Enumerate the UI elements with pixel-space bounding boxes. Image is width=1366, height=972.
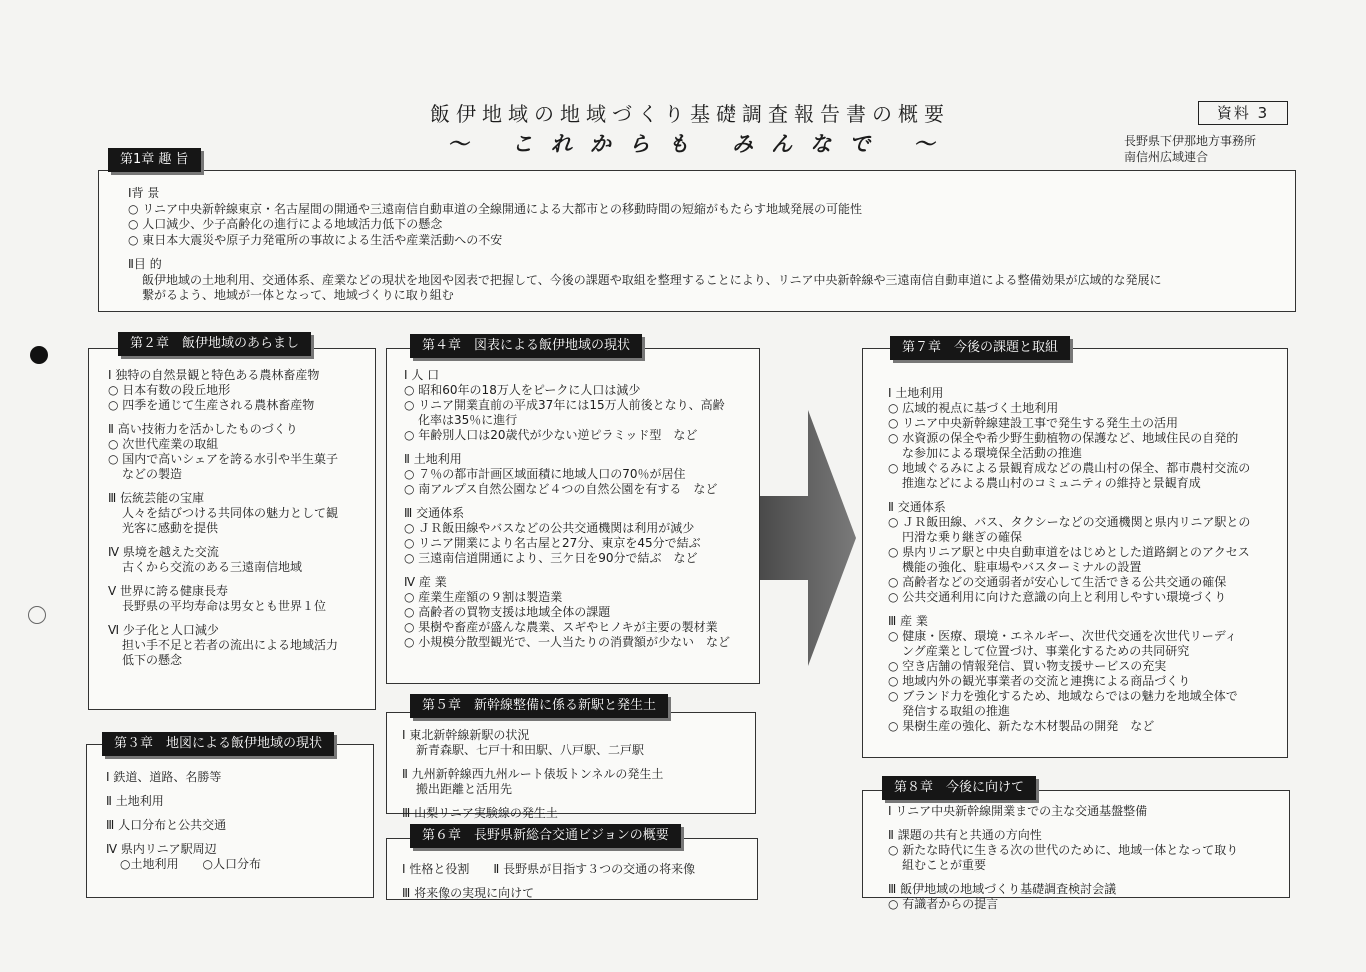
section-heading: Ⅰ 東北新幹線新駅の状況 bbox=[402, 728, 530, 742]
chapter-4-content bbox=[404, 368, 730, 650]
bullet-item: ○ 国内で高いシェアを誇る水引や半生菓子 bbox=[108, 452, 339, 466]
punch-hole-outline bbox=[28, 606, 46, 624]
bullet-item: ○ 高齢者などの交通弱者が安心して生活できる公共交通の確保 bbox=[888, 575, 1227, 589]
chapter-2-header: 第２章 飯伊地域のあらまし bbox=[118, 332, 311, 356]
bullet-item: ○ 年齢別人口は20歳代が少ない逆ピラミッド型 など bbox=[404, 428, 698, 442]
org-line: 南信州広域連合 bbox=[1124, 150, 1209, 164]
bullet-item: ○ 公共交通利用に向けた意識の向上と利用しやすい環境づくり bbox=[888, 590, 1227, 604]
text-line: ○土地利用 ○人口分布 bbox=[120, 857, 261, 871]
section-heading: Ⅲ 山梨リニア実験線の発生土 bbox=[402, 806, 558, 820]
chapter-1-header: 第1章 趣 旨 bbox=[108, 148, 201, 172]
bullet-item: ○ 四季を通じて生産される農林畜産物 bbox=[108, 398, 315, 412]
bullet-item: ○ 空き店舗の情報発信、買い物支援サービスの充実 bbox=[888, 659, 1167, 673]
section-heading: Ⅳ 県内リニア駅周辺 bbox=[106, 842, 217, 856]
chapter-5-header: 第５章 新幹線整備に係る新駅と発生土 bbox=[410, 694, 668, 718]
bullet-item: ○ ＪＲ飯田線、バス、タクシーなどの交通機関と県内リニア駅との bbox=[888, 515, 1251, 529]
org-line: 長野県下伊那地方事務所 bbox=[1124, 134, 1257, 148]
section-heading: Ⅰ 鉄道、道路、名勝等 bbox=[106, 770, 222, 784]
section-heading: Ⅳ 県境を越えた交流 bbox=[108, 545, 219, 559]
section-heading: Ⅵ 少子化と人口減少 bbox=[108, 623, 219, 637]
text-line: 新青森駅、七戸十和田駅、八戸駅、二戸駅 bbox=[416, 743, 645, 757]
chapter-1-content bbox=[128, 186, 1162, 304]
bullet-item: ○ ＪＲ飯田線やバスなどの公共交通機関は利用が減少 bbox=[404, 521, 695, 535]
section-heading: Ⅱ 九州新幹線西九州ルート俵坂トンネルの発生土 bbox=[402, 767, 664, 781]
flow-arrow bbox=[760, 410, 860, 666]
chapter-6-header: 第６章 長野県新総合交通ビジョンの概要 bbox=[410, 824, 681, 848]
chapter-7-header: 第７章 今後の課題と取組 bbox=[890, 336, 1070, 360]
bullet-item: ○ 人口減少、少子高齢化の進行による地域活力低下の懸念 bbox=[128, 217, 443, 231]
text-line: 低下の懸念 bbox=[122, 653, 183, 667]
section-heading: Ⅱ目 的 bbox=[128, 257, 162, 271]
bullet-item: ○ 果樹生産の強化、新たな木材製品の開発 など bbox=[888, 719, 1155, 733]
bullet-item: ○ 次世代産業の取組 bbox=[108, 437, 219, 451]
text-line: 光客に感動を提供 bbox=[122, 521, 219, 535]
section-heading: Ⅲ 飯伊地域の地域づくり基礎調査検討会議 bbox=[888, 882, 1117, 896]
bullet-item: ○ リニア中央新幹線建設工事で発生する発生土の活用 bbox=[888, 416, 1179, 430]
bullet-item: ○ 地域ぐるみによる景観育成などの農山村の保全、都市農村交流の bbox=[888, 461, 1251, 475]
section-heading: Ⅲ 将来像の実現に向けて bbox=[402, 886, 535, 900]
bullet-item: ○ 新たな時代に生きる次の世代のために、地域一体となって取り bbox=[888, 843, 1239, 857]
chapter-3-header: 第３章 地図による飯伊地域の現状 bbox=[102, 732, 334, 756]
section-heading: Ⅱ 土地利用 bbox=[404, 452, 462, 466]
text-line: 搬出距離と活用先 bbox=[416, 782, 513, 796]
chapter-3-content bbox=[106, 770, 261, 872]
text-line: 機能の強化、駐車場やバスターミナルの設置 bbox=[902, 560, 1142, 574]
bullet-item: ○ ７％の都市計画区域面積に地域人口の70％が居住 bbox=[404, 467, 686, 481]
bullet-item: ○ 南アルプス自然公園など４つの自然公園を有する など bbox=[404, 482, 718, 496]
section-heading: Ⅰ 独特の自然景観と特色ある農林畜産物 bbox=[108, 368, 320, 382]
section-heading: Ⅱ 高い技術力を活かしたものづくり bbox=[108, 422, 298, 436]
bullet-item: ○ 水資源の保全や希少野生動植物の保護など、地域住民の自発的 bbox=[888, 431, 1239, 445]
bullet-item: ○ 高齢者の買物支援は地域全体の課題 bbox=[404, 605, 611, 619]
section-heading: Ⅰ リニア中央新幹線開業までの主な交通基盤整備 bbox=[888, 804, 1148, 818]
bullet-item: ○ 有識者からの提言 bbox=[888, 897, 999, 911]
section-heading: Ⅴ 世界に誇る健康長寿 bbox=[108, 584, 229, 598]
bullet-item: ○ ブランド力を強化するため、地域ならではの魅力を地域全体で bbox=[888, 689, 1238, 703]
bullet-item: ○ 広域的視点に基づく土地利用 bbox=[888, 401, 1059, 415]
bullet-item: ○ 県内リニア駅と中央自動車道をはじめとした道路網とのアクセス bbox=[888, 545, 1250, 559]
text-line: 古くから交流のある三遠南信地域 bbox=[122, 560, 303, 574]
section-heading: Ⅱ 土地利用 bbox=[106, 794, 164, 808]
bullet-item: ○ 健康・医療、環境・エネルギー、次世代交通を次世代リーディ bbox=[888, 629, 1237, 643]
bullet-item: ○ リニア開業直前の平成37年には15万人前後となり、高齢 bbox=[404, 398, 725, 412]
bullet-item: ○ 日本有数の段丘地形 bbox=[108, 383, 231, 397]
chapter-7-content bbox=[888, 386, 1250, 734]
bullet-item: ○ 地域内外の観光事業者の交流と連携による商品づくり bbox=[888, 674, 1191, 688]
text-line: 発信する取組の推進 bbox=[902, 704, 1011, 718]
punch-hole-filled bbox=[30, 346, 48, 364]
section-heading: Ⅲ 交通体系 bbox=[404, 506, 465, 520]
bullet-item: ○ 三遠南信道開通により、三ケ日を90分で結ぶ など bbox=[404, 551, 698, 565]
text-line: 担い手不足と若者の流出による地域活力 bbox=[122, 638, 339, 652]
text-line: 組むことが重要 bbox=[902, 858, 987, 872]
bullet-item: ○ 果樹や畜産が盛んな農業、スギやヒノキが主要の製材業 bbox=[404, 620, 718, 634]
document-title: 飯伊地域の地域づくり基礎調査報告書の概要 bbox=[430, 102, 950, 126]
bullet-item: ○ 東日本大震災や原子力発電所の事故による生活や産業活動への不安 bbox=[128, 232, 503, 247]
text-line: 飯伊地域の土地利用、交通体系、産業などの現状を地図や図表で把握して、今後の課題や取組を整理することにより、リニア中央新幹線や三遠南信自動車道による整備効果が広域的な発展に bbox=[142, 272, 1162, 287]
section-heading: Ⅳ 産 業 bbox=[404, 575, 447, 589]
chapter-5-content bbox=[402, 728, 663, 821]
text-line: などの製造 bbox=[122, 467, 183, 481]
text-line: 化率は35％に進行 bbox=[418, 413, 518, 427]
section-heading: Ⅱ 課題の共有と共通の方向性 bbox=[888, 828, 1042, 842]
bullet-item: ○ リニア開業により名古屋と27分、東京を45分で結ぶ bbox=[404, 536, 701, 550]
chapter-2-content bbox=[108, 368, 338, 668]
chapter-6-content bbox=[402, 862, 695, 901]
chapter-8-content bbox=[888, 804, 1238, 912]
section-heading: Ⅲ 人口分布と公共交通 bbox=[106, 818, 227, 832]
section-heading: Ⅰ 性格と役割 Ⅱ 長野県が目指す３つの交通の将来像 bbox=[402, 862, 696, 876]
chapter-4-header: 第４章 図表による飯伊地域の現状 bbox=[410, 334, 642, 358]
text-line: 人々を結びつける共同体の魅力として観 bbox=[122, 506, 339, 520]
bullet-item: ○ 昭和60年の18万人をピークに人口は減少 bbox=[404, 383, 641, 397]
bullet-item: ○ 小規模分散型観光で、一人当たりの消費額が少ない など bbox=[404, 635, 731, 649]
section-heading: Ⅰ 人 口 bbox=[404, 368, 440, 382]
reference-label: 資料 3 bbox=[1198, 101, 1288, 125]
section-heading: Ⅱ 交通体系 bbox=[888, 500, 946, 514]
bullet-item: ○ 産業生産額の９割は製造業 bbox=[404, 590, 563, 604]
section-heading: Ⅲ 産 業 bbox=[888, 614, 928, 628]
organization-names bbox=[1124, 133, 1256, 165]
section-heading: Ⅰ背 景 bbox=[128, 186, 160, 200]
text-line: ング産業として位置づけ、事業化するための共同研究 bbox=[902, 644, 1190, 658]
text-line: 繋がるよう、地域が一体となって、地域づくりに取り組む bbox=[142, 288, 454, 302]
text-line: 長野県の平均寿命は男女とも世界１位 bbox=[122, 599, 327, 613]
text-line: 円滑な乗り継ぎの確保 bbox=[902, 530, 1023, 544]
section-heading: Ⅲ 伝統芸能の宝庫 bbox=[108, 491, 205, 505]
text-line: な参加による環境保全活動の推進 bbox=[902, 446, 1083, 460]
section-heading: Ⅰ 土地利用 bbox=[888, 386, 944, 400]
text-line: 推進などによる農山村のコミュニティの維持と景観育成 bbox=[902, 476, 1201, 490]
bullet-item: ○ リニア中央新幹線東京・名古屋間の開通や三遠南信自動車道の全線開通による大都市との移動時間の短縮がもたらす地域発展の可能性 bbox=[128, 201, 863, 216]
document-subtitle: ～ これからも みんなで ～ bbox=[447, 132, 953, 156]
chapter-8-header: 第８章 今後に向けて bbox=[882, 776, 1036, 800]
